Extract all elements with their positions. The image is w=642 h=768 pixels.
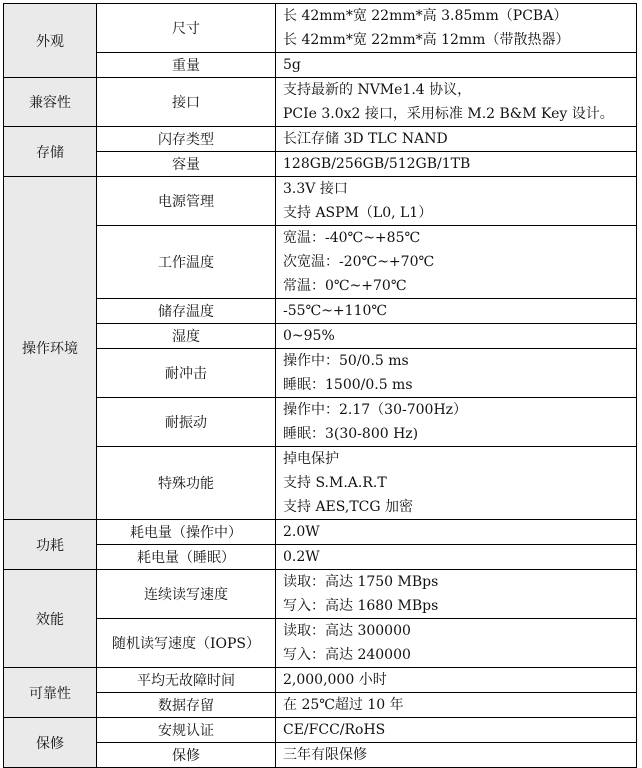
- table-row: [4, 349, 637, 398]
- value-line: 宽温：-40℃~+85℃: [283, 230, 421, 246]
- value-line: 掉电保护: [283, 451, 339, 467]
- value-line: 3.3V 接口: [283, 181, 348, 197]
- value-line: 次宽温：-20℃~+70℃: [283, 254, 435, 270]
- value-cell: [276, 177, 637, 226]
- category-cell: 功耗: [4, 520, 97, 570]
- value-cell: [276, 4, 637, 53]
- table-row: [4, 53, 637, 78]
- table-row: [4, 299, 637, 324]
- value-cell: [276, 53, 637, 78]
- table-row: [4, 78, 637, 127]
- item-cell: 耗电量（操作中）: [97, 520, 276, 545]
- value-cell: [276, 545, 637, 570]
- value-line: 支持 AES,TCG 加密: [283, 499, 414, 515]
- table-row: [4, 324, 637, 349]
- value-line: 读取：高达 1750 MBps: [283, 574, 439, 590]
- item-cell: 接口: [97, 78, 276, 127]
- table-row: [4, 398, 637, 447]
- value-line: 5g: [283, 57, 301, 73]
- value-line: 支持最新的 NVMe1.4 协议，: [283, 82, 472, 98]
- value-line: 2,000,000 小时: [283, 672, 387, 688]
- value-cell: [276, 398, 637, 447]
- category-cell: 存储: [4, 127, 97, 177]
- value-line: 睡眠：1500/0.5 ms: [283, 377, 413, 393]
- value-line: 128GB/256GB/512GB/1TB: [283, 156, 471, 172]
- table-row: [4, 545, 637, 570]
- table-row: [4, 152, 637, 177]
- category-cell: 操作环境: [4, 177, 97, 520]
- table-row: [4, 177, 637, 226]
- table-row: [4, 619, 637, 668]
- item-cell: 连续读写速度: [97, 570, 276, 619]
- item-cell: 工作温度: [97, 226, 276, 299]
- value-line: 操作中：2.17（30-700Hz）: [283, 402, 468, 418]
- value-line: 在 25℃超过 10 年: [283, 697, 404, 713]
- value-line: 三年有限保修: [283, 747, 367, 763]
- item-cell: 平均无故障时间: [97, 668, 276, 693]
- table-row: [4, 4, 637, 53]
- value-line: 支持 S.M.A.R.T: [283, 475, 387, 491]
- value-cell: [276, 152, 637, 177]
- value-cell: [276, 127, 637, 152]
- item-cell: 随机读写速度（IOPS）: [97, 619, 276, 668]
- value-cell: [276, 78, 637, 127]
- category-cell: 外观: [4, 4, 97, 78]
- table-row: [4, 718, 637, 743]
- value-line: 0.2W: [283, 549, 320, 565]
- value-line: CE/FCC/RoHS: [283, 722, 386, 738]
- value-line: 2.0W: [283, 524, 320, 540]
- value-cell: [276, 718, 637, 743]
- value-cell: [276, 668, 637, 693]
- value-line: 长江存储 3D TLC NAND: [283, 131, 448, 147]
- item-cell: 耗电量（睡眠）: [97, 545, 276, 570]
- item-cell: 湿度: [97, 324, 276, 349]
- table-row: [4, 520, 637, 545]
- item-cell: 容量: [97, 152, 276, 177]
- value-cell: [276, 693, 637, 718]
- spec-table: [3, 3, 637, 768]
- item-cell: 安规认证: [97, 718, 276, 743]
- value-line: 常温：0℃~+70℃: [283, 278, 407, 294]
- table-row: [4, 127, 637, 152]
- value-cell: [276, 619, 637, 668]
- item-cell: 保修: [97, 743, 276, 768]
- value-line: 操作中：50/0.5 ms: [283, 353, 409, 369]
- value-cell: [276, 349, 637, 398]
- table-row: [4, 668, 637, 693]
- item-cell: 闪存类型: [97, 127, 276, 152]
- category-cell: 可靠性: [4, 668, 97, 718]
- value-cell: [276, 570, 637, 619]
- item-cell: 重量: [97, 53, 276, 78]
- value-line: -55℃~+110℃: [283, 303, 388, 319]
- category-cell: 兼容性: [4, 78, 97, 127]
- item-cell: 耐冲击: [97, 349, 276, 398]
- value-cell: [276, 447, 637, 520]
- table-row: [4, 447, 637, 520]
- table-row: [4, 226, 637, 299]
- item-cell: 尺寸: [97, 4, 276, 53]
- value-line: 长 42mm*宽 22mm*高 3.85mm（PCBA）: [283, 8, 568, 24]
- value-cell: [276, 324, 637, 349]
- value-line: 读取：高达 300000: [283, 623, 411, 639]
- category-cell: 效能: [4, 570, 97, 668]
- item-cell: 数据存留: [97, 693, 276, 718]
- value-line: PCIe 3.0x2 接口，采用标准 M.2 B&M Key 设计。: [283, 106, 614, 122]
- value-line: 睡眠：3(30-800 Hz): [283, 426, 419, 442]
- value-cell: [276, 299, 637, 324]
- value-line: 写入：高达 240000: [283, 647, 411, 663]
- value-cell: [276, 226, 637, 299]
- value-line: 写入：高达 1680 MBps: [283, 598, 439, 614]
- item-cell: 特殊功能: [97, 447, 276, 520]
- item-cell: 储存温度: [97, 299, 276, 324]
- value-line: 支持 ASPM（L0, L1）: [283, 205, 433, 221]
- table-row: [4, 693, 637, 718]
- item-cell: 电源管理: [97, 177, 276, 226]
- category-cell: 保修: [4, 718, 97, 768]
- item-cell: 耐振动: [97, 398, 276, 447]
- value-line: 长 42mm*宽 22mm*高 12mm（带散热器）: [283, 32, 570, 48]
- value-line: 0~95%: [283, 328, 335, 344]
- value-cell: [276, 520, 637, 545]
- table-row: [4, 570, 637, 619]
